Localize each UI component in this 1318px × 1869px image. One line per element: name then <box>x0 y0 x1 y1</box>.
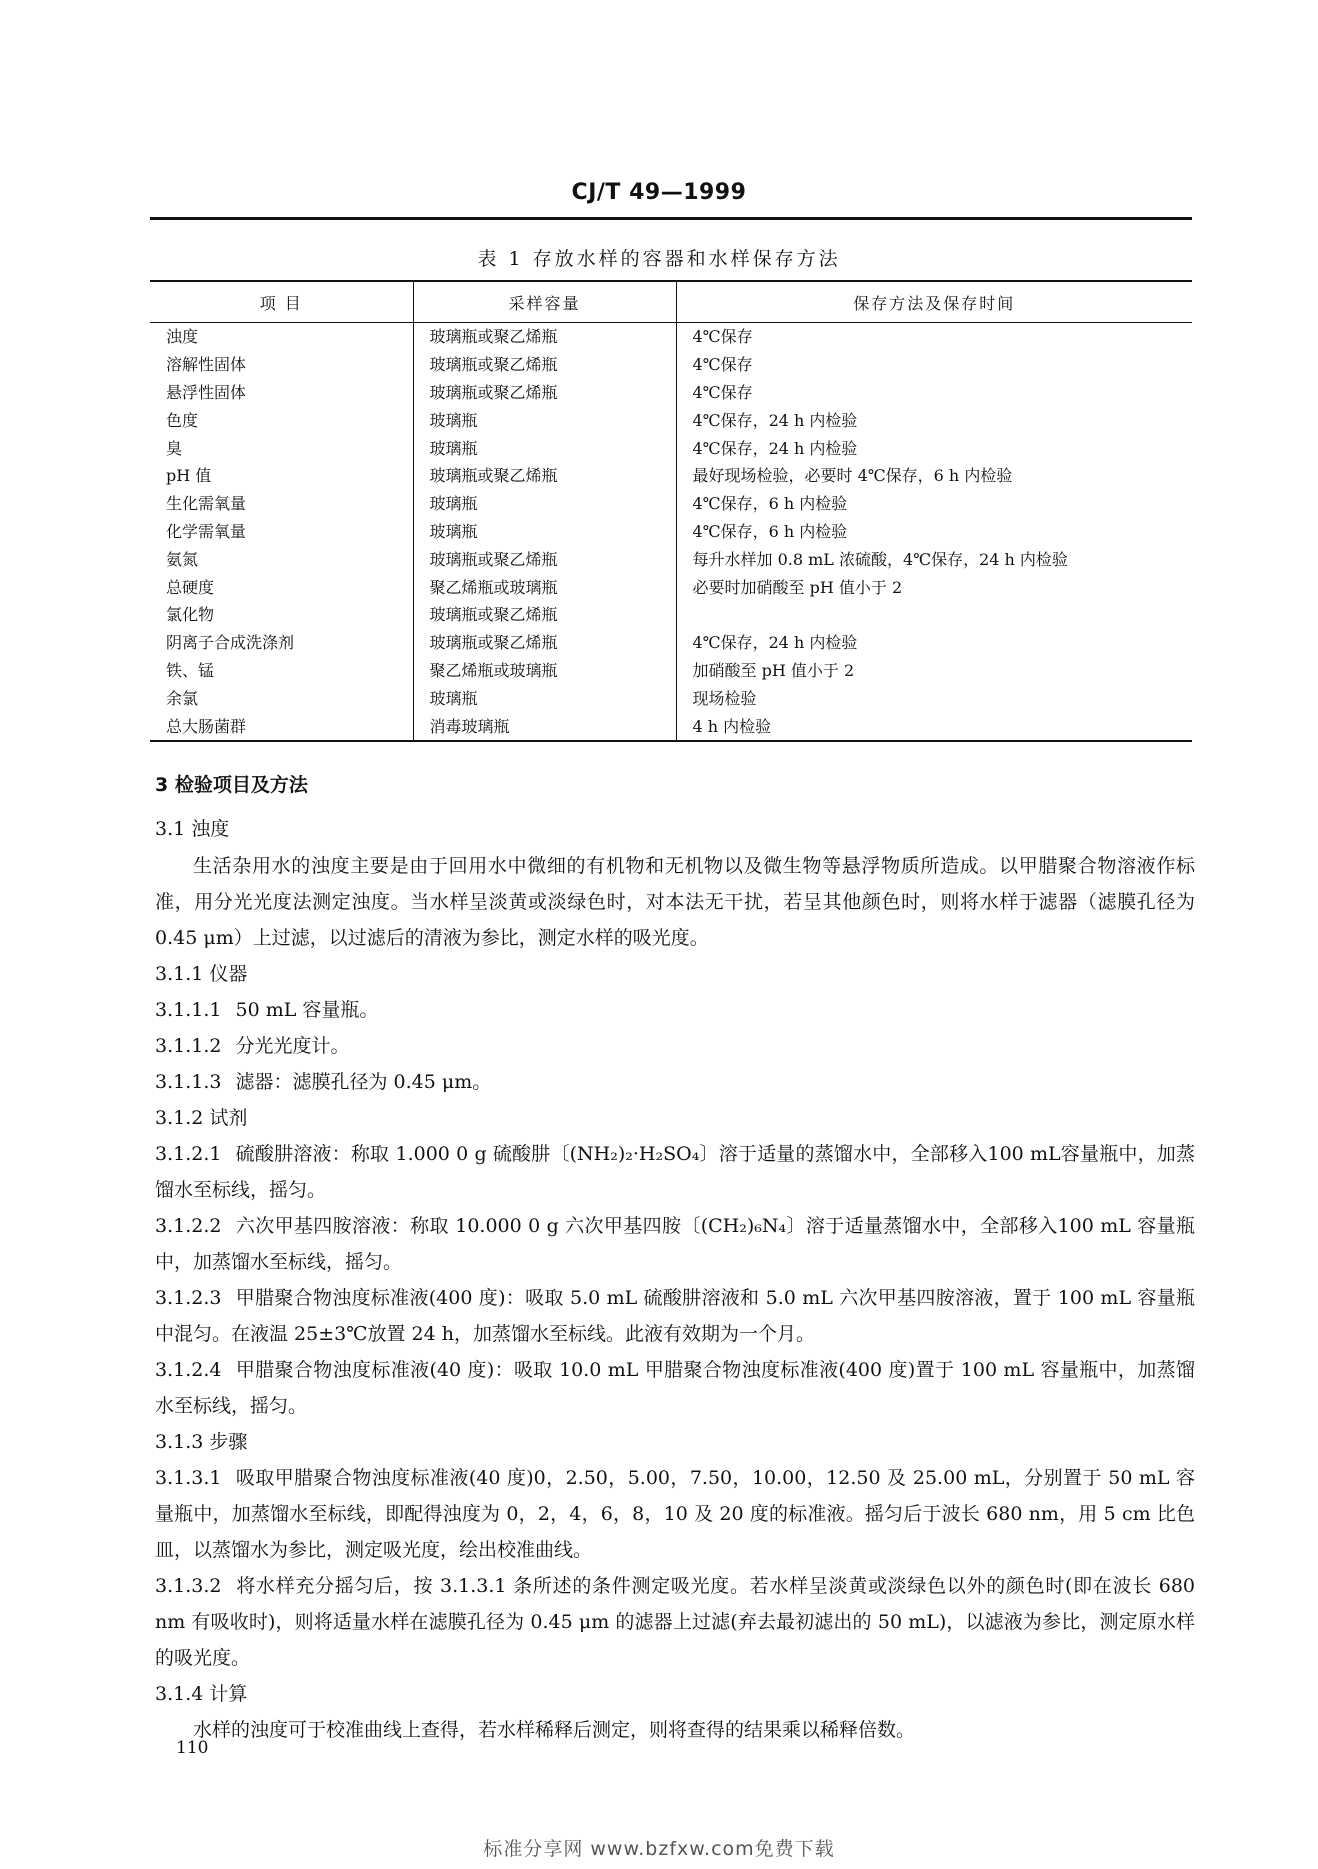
clause-3-1-2-3 <box>155 1280 1195 1352</box>
header-container: 采样容量 <box>413 281 676 323</box>
cell-preservation <box>676 601 1192 629</box>
clause-3-1-1-3 <box>155 1064 1195 1100</box>
table-row <box>150 379 1192 407</box>
table-header-row <box>150 281 1192 323</box>
cell-item: 余氯 <box>166 688 199 708</box>
body-text <box>155 766 1195 1748</box>
cell-container: 玻璃瓶或聚乙烯瓶 <box>413 323 676 351</box>
cell-preservation: 4℃保存 <box>676 323 1192 351</box>
cell-container: 玻璃瓶 <box>413 434 676 462</box>
table-body <box>150 323 1192 741</box>
table-row <box>150 434 1192 462</box>
cell-item: 氯化物 <box>166 605 215 625</box>
section-3-heading: 3 检验项目及方法 <box>155 774 308 796</box>
clause-text: 吸取甲腊聚合物浊度标准液(40 度)0，2.50，5.00，7.50，10.00，12.50 及 25.00 mL，分别置于 50 mL 容量瓶中，加蒸馏水至标线，即配得浊度为 0，2，4，6，8，10 及 20 度的标准液。摇匀后于波长 680 nm，用 5 cm 比色皿，以蒸馏水为参比，测定吸光度，绘出校准曲线。 <box>155 1467 1195 1561</box>
watermark: 标准分享网 www.bzfxw.com免费下载 <box>483 1838 835 1860</box>
table-row <box>150 684 1192 712</box>
section-3-1-4-text: 水样的浊度可于校准曲线上查得，若水样稀释后测定，则将查得的结果乘以稀释倍数。 <box>193 1719 916 1741</box>
section-3-1-3-heading: 3.1.3 步骤 <box>155 1431 248 1453</box>
clause-3-1-1-2 <box>155 1028 1195 1064</box>
page-number: 110 <box>176 1738 209 1758</box>
cell-item: 悬浮性固体 <box>166 382 247 402</box>
table-row <box>150 601 1192 629</box>
clause-number: 3.1.2.3 <box>155 1287 222 1309</box>
cell-preservation: 4℃保存，24 h 内检验 <box>676 434 1192 462</box>
clause-text: 分光光度计。 <box>235 1035 350 1057</box>
table-row <box>150 406 1192 434</box>
cell-item: 浊度 <box>166 327 199 347</box>
clause-text: 将水样充分摇匀后，按 3.1.3.1 条所述的条件测定吸光度。若水样呈淡黄或淡绿色以外的颜色时(即在波长 680 nm 有吸收时)，则将适量水样在滤膜孔径为 0.45 μm 的滤器上过滤(弃去最初滤出的 50 mL)，以滤液为参比，测定原水样的吸光度。 <box>155 1575 1195 1669</box>
section-3-1-2-heading: 3.1.2 试剂 <box>155 1107 248 1129</box>
table-row <box>150 712 1192 741</box>
clause-text: 甲腊聚合物浊度标准液(40 度)：吸取 10.0 mL 甲腊聚合物浊度标准液(400 度)置于 100 mL 容量瓶中，加蒸馏水至标线，摇匀。 <box>155 1359 1195 1417</box>
cell-container: 消毒玻璃瓶 <box>413 712 676 741</box>
cell-preservation: 4℃保存，24 h 内检验 <box>676 406 1192 434</box>
table-row <box>150 573 1192 601</box>
cell-container: 玻璃瓶或聚乙烯瓶 <box>413 601 676 629</box>
cell-container: 玻璃瓶或聚乙烯瓶 <box>413 545 676 573</box>
section-3-1-1-heading: 3.1.1 仪器 <box>155 963 248 985</box>
cell-container: 玻璃瓶 <box>413 490 676 518</box>
clause-number: 3.1.2.2 <box>155 1215 222 1237</box>
clause-number: 3.1.2.4 <box>155 1359 222 1381</box>
section-3-1-heading: 3.1 浊度 <box>155 818 230 840</box>
cell-preservation: 必要时加硝酸至 pH 值小于 2 <box>676 573 1192 601</box>
clause-3-1-2-2 <box>155 1208 1195 1280</box>
section-3-1-intro: 生活杂用水的浊度主要是由于回用水中微细的有机物和无机物以及微生物等悬浮物质所造成。以甲腊聚合物溶液作标准，用分光光度法测定浊度。当水样呈淡黄或淡绿色时，对本法无干扰，若呈其他颜色时，则将水样于滤器（滤膜孔径为 0.45 μm）上过滤，以过滤后的清液为参比，测定水样的吸光度。 <box>155 855 1195 949</box>
cell-item: 总硬度 <box>166 577 215 597</box>
cell-container: 玻璃瓶或聚乙烯瓶 <box>413 462 676 490</box>
header-preservation: 保存方法及保存时间 <box>676 281 1192 323</box>
clause-number: 3.1.3.2 <box>155 1575 222 1597</box>
cell-container: 玻璃瓶 <box>413 406 676 434</box>
cell-container: 玻璃瓶 <box>413 518 676 546</box>
cell-item: 臭 <box>166 438 183 458</box>
clause-number: 3.1.1.1 <box>155 999 222 1021</box>
table-row <box>150 462 1192 490</box>
cell-container: 玻璃瓶或聚乙烯瓶 <box>413 379 676 407</box>
clause-text: 六次甲基四胺溶液：称取 10.000 0 g 六次甲基四胺〔(CH₂)₆N₄〕溶于适量蒸馏水中，全部移入100 mL 容量瓶中，加蒸馏水至标线，摇匀。 <box>155 1215 1195 1273</box>
cell-item: 阴离子合成洗涤剂 <box>166 633 295 653</box>
cell-preservation: 4℃保存 <box>676 351 1192 379</box>
table-row <box>150 545 1192 573</box>
cell-container: 聚乙烯瓶或玻璃瓶 <box>413 657 676 685</box>
cell-item: 色度 <box>166 410 199 430</box>
cell-item: 总大肠菌群 <box>150 712 413 741</box>
clause-number: 3.1.1.2 <box>155 1035 222 1057</box>
cell-container: 聚乙烯瓶或玻璃瓶 <box>413 573 676 601</box>
cell-container: 玻璃瓶或聚乙烯瓶 <box>413 351 676 379</box>
table-row <box>150 351 1192 379</box>
clause-text: 甲腊聚合物浊度标准液(400 度)：吸取 5.0 mL 硫酸肼溶液和 5.0 mL 六次甲基四胺溶液，置于 100 mL 容量瓶中混匀。在液温 25±3℃放置 24 h，加蒸馏水至标线。此液有效期为一个月。 <box>155 1287 1195 1345</box>
storage-methods-table <box>150 280 1192 742</box>
clause-text: 滤器：滤膜孔径为 0.45 μm。 <box>235 1071 492 1093</box>
cell-container: 玻璃瓶 <box>413 684 676 712</box>
clause-3-1-2-4 <box>155 1352 1195 1424</box>
cell-preservation: 4℃保存，6 h 内检验 <box>676 490 1192 518</box>
clause-text: 50 mL 容量瓶。 <box>235 999 379 1021</box>
clause-number: 3.1.1.3 <box>155 1071 222 1093</box>
table-row <box>150 490 1192 518</box>
cell-preservation: 4℃保存，24 h 内检验 <box>676 629 1192 657</box>
cell-preservation: 最好现场检验，必要时 4℃保存，6 h 内检验 <box>676 462 1192 490</box>
section-3-1-4-heading: 3.1.4 计算 <box>155 1683 248 1705</box>
table-row <box>150 629 1192 657</box>
clause-3-1-1-1 <box>155 992 1195 1028</box>
table-row <box>150 518 1192 546</box>
clause-number: 3.1.3.1 <box>155 1467 222 1489</box>
table-header <box>150 281 1192 323</box>
cell-preservation: 每升水样加 0.8 mL 浓硫酸，4℃保存，24 h 内检验 <box>676 545 1192 573</box>
clause-3-1-2-1 <box>155 1136 1195 1208</box>
cell-preservation: 加硝酸至 pH 值小于 2 <box>676 657 1192 685</box>
table-row <box>150 323 1192 351</box>
cell-container: 玻璃瓶或聚乙烯瓶 <box>413 629 676 657</box>
cell-preservation: 现场检验 <box>676 684 1192 712</box>
header-item: 项 目 <box>150 281 413 323</box>
cell-preservation: 4℃保存，6 h 内检验 <box>676 518 1192 546</box>
cell-item: 生化需氧量 <box>166 494 247 514</box>
cell-preservation: 4℃保存 <box>676 379 1192 407</box>
standard-code: CJ/T 49—1999 <box>571 180 747 205</box>
cell-item: pH 值 <box>166 466 212 486</box>
table-caption: 表 1 存放水样的容器和水样保存方法 <box>477 248 841 270</box>
cell-item: 溶解性固体 <box>166 355 247 375</box>
cell-preservation: 4 h 内检验 <box>676 712 1192 741</box>
clause-number: 3.1.2.1 <box>155 1143 222 1165</box>
cell-item: 铁、锰 <box>166 660 215 680</box>
table-row <box>150 657 1192 685</box>
header-rule <box>150 217 1192 220</box>
clause-3-1-3-2 <box>155 1568 1195 1676</box>
cell-item: 氨氮 <box>166 549 199 569</box>
cell-item: 化学需氧量 <box>166 521 247 541</box>
clause-text: 硫酸肼溶液：称取 1.000 0 g 硫酸肼〔(NH₂)₂·H₂SO₄〕溶于适量的蒸馏水中，全部移入100 mL容量瓶中，加蒸馏水至标线，摇匀。 <box>155 1143 1195 1201</box>
clause-3-1-3-1 <box>155 1460 1195 1568</box>
